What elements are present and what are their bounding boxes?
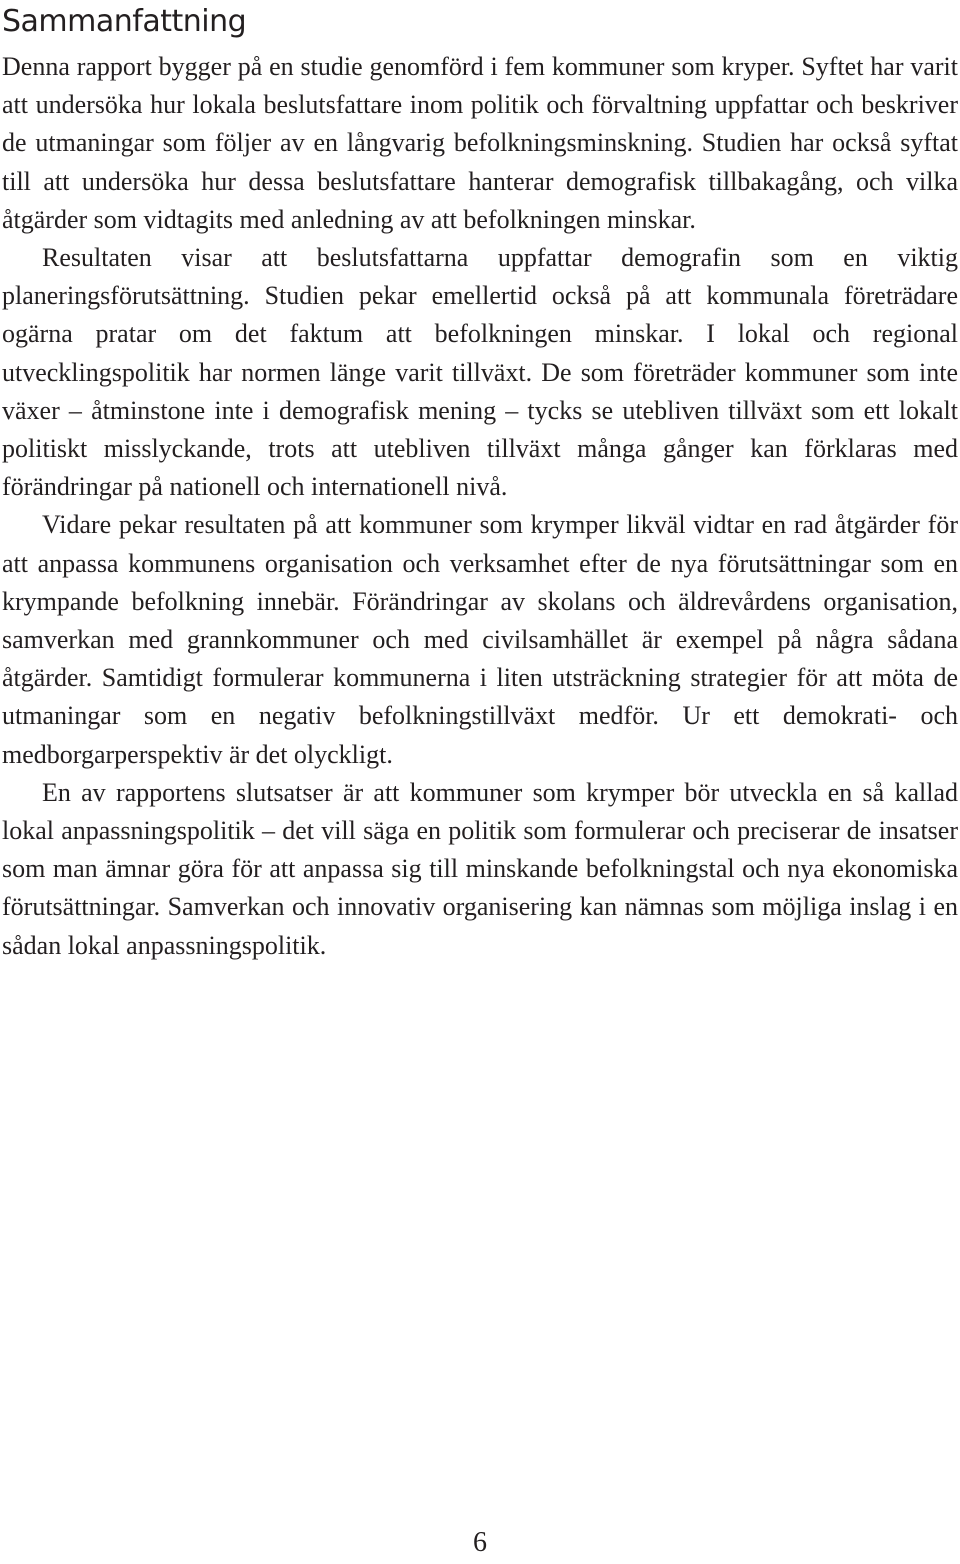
paragraph-3: Vidare pekar resultaten på att kommuner som krymper likväl vidtar en rad åtgärder för att anpassa kommunens organisation och verksamhet efter de nya förutsättningar som en krympande befolkning innebär. Förändringar av skolans och äldrevårdens organisation, samverkan med grannkommuner och med civilsamhället är exempel på några sådana åtgärder. Samtidigt formulerar kommunerna i liten utsträckning strategier för att möta de utmaningar som en negativ befolkningstillväxt medför. Ur ett demokrati- och medborgarperspektiv är det olyckligt.: [2, 510, 958, 769]
section-heading: Sammanfattning: [2, 4, 247, 39]
body-text: [2, 48, 958, 965]
paragraph-2: Resultaten visar att beslutsfattarna uppfattar demografin som en viktig planeringsförutsättning. Studien pekar emellertid också på att kommunala företrädare ogärna pratar om det faktum att befolkningen minskar. I lokal och regional utvecklingspolitik har normen länge varit tillväxt. De som företräder kommuner som inte växer – åtminstone inte i demografisk mening – tycks se utebliven tillväxt som ett lokalt politiskt misslyckande, trots att utebliven tillväxt många gånger kan förklaras med förändringar på nationell och internationell nivå.: [2, 243, 958, 502]
paragraph-1: Denna rapport bygger på en studie genomförd i fem kommuner som kryper. Syftet har varit att undersöka hur lokala beslutsfattare inom politik och förvaltning uppfattar och beskriver de utmaningar som följer av en långvarig befolkningsminskning. Studien har också syftat till att undersöka hur dessa beslutsfattare hanterar demografisk tillbakagång, och vilka åtgärder som vidtagits med anledning av att befolkningen minskar.: [2, 52, 958, 234]
page-number: 6: [473, 1527, 487, 1558]
paragraph-4: En av rapportens slutsatser är att kommuner som krymper bör utveckla en så kallad lokal anpassningspolitik – det vill säga en politik som formulerar och preciserar de insatser som man ämnar göra för att anpassa sig till minskande befolkningstal och nya ekonomiska förutsättningar. Samverkan och innovativ organisering kan nämnas som möjliga inslag i en sådan lokal anpassningspolitik.: [2, 777, 958, 960]
